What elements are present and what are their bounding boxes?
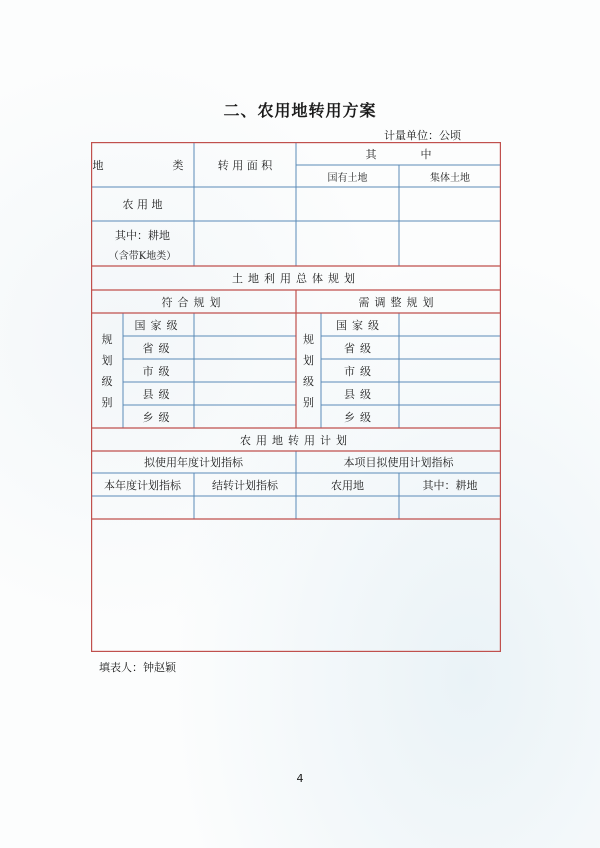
level-township-right: 乡级 bbox=[344, 410, 376, 424]
level-municipal-right: 市级 bbox=[344, 364, 376, 378]
level-provincial-right: 省级 bbox=[344, 341, 376, 355]
conversion-plan-table bbox=[91, 142, 501, 652]
row-arable-line2: （含带K地类） bbox=[108, 250, 177, 262]
plan-level-char: 规 bbox=[303, 332, 314, 346]
header-state-owned: 国有土地 bbox=[327, 172, 368, 184]
row-agricultural-land: 农 用 地 bbox=[122, 198, 163, 211]
filler-line bbox=[99, 659, 176, 675]
unit-value: 公顷 bbox=[439, 129, 461, 142]
level-national-right: 国家级 bbox=[336, 318, 384, 332]
proposed-annual-header: 拟使用年度计划指标 bbox=[144, 456, 243, 469]
arable-of-which-header: 其中：耕地 bbox=[422, 478, 478, 492]
annual-plan-header: 本年度计划指标 bbox=[104, 478, 181, 492]
unit-label: 计量单位： bbox=[384, 129, 439, 142]
page-number: 4 bbox=[296, 772, 304, 785]
header-of-which: 其 中 bbox=[365, 147, 432, 161]
level-municipal-left: 市级 bbox=[142, 364, 175, 378]
plan-level-char: 级 bbox=[101, 374, 113, 388]
notes-area bbox=[91, 519, 501, 652]
plan-level-label-right bbox=[296, 313, 321, 428]
level-county-left: 县级 bbox=[142, 387, 175, 401]
plan-level-char: 划 bbox=[303, 353, 314, 367]
plan-level-char: 级 bbox=[303, 374, 314, 388]
measurement-unit bbox=[384, 127, 461, 143]
plan-level-char: 划 bbox=[101, 353, 113, 367]
filler-label: 填表人： bbox=[99, 661, 143, 674]
level-county-right: 县级 bbox=[344, 387, 376, 401]
section-conversion-plan: 农用地转用计划 bbox=[240, 433, 352, 447]
project-proposed-header: 本项目拟使用计划指标 bbox=[343, 456, 454, 469]
header-collective: 集体土地 bbox=[430, 172, 470, 184]
header-land-type: 地 类 bbox=[92, 158, 193, 172]
section-overall-plan: 土地利用总体规划 bbox=[232, 272, 360, 285]
row-arable-line1: 其中：耕地 bbox=[115, 229, 170, 242]
level-provincial-left: 省级 bbox=[142, 341, 175, 355]
page-title: 二、农用地转用方案 bbox=[223, 101, 377, 120]
plan-level-label-left bbox=[91, 313, 123, 428]
level-township-left: 乡级 bbox=[142, 410, 175, 424]
header-converted-area: 转 用 面 积 bbox=[217, 158, 273, 172]
plan-level-char: 别 bbox=[101, 395, 113, 409]
adjust-plan-header: 需调整规划 bbox=[358, 295, 439, 309]
conform-plan-header: 符合规划 bbox=[161, 295, 226, 309]
level-national-left: 国家级 bbox=[134, 318, 183, 332]
plan-level-char: 规 bbox=[101, 332, 113, 346]
agri-land-header: 农用地 bbox=[331, 478, 364, 492]
carryover-plan-header: 结转计划指标 bbox=[212, 478, 278, 492]
plan-level-char: 别 bbox=[303, 395, 314, 409]
filler-name: 钟赵颖 bbox=[143, 661, 176, 674]
